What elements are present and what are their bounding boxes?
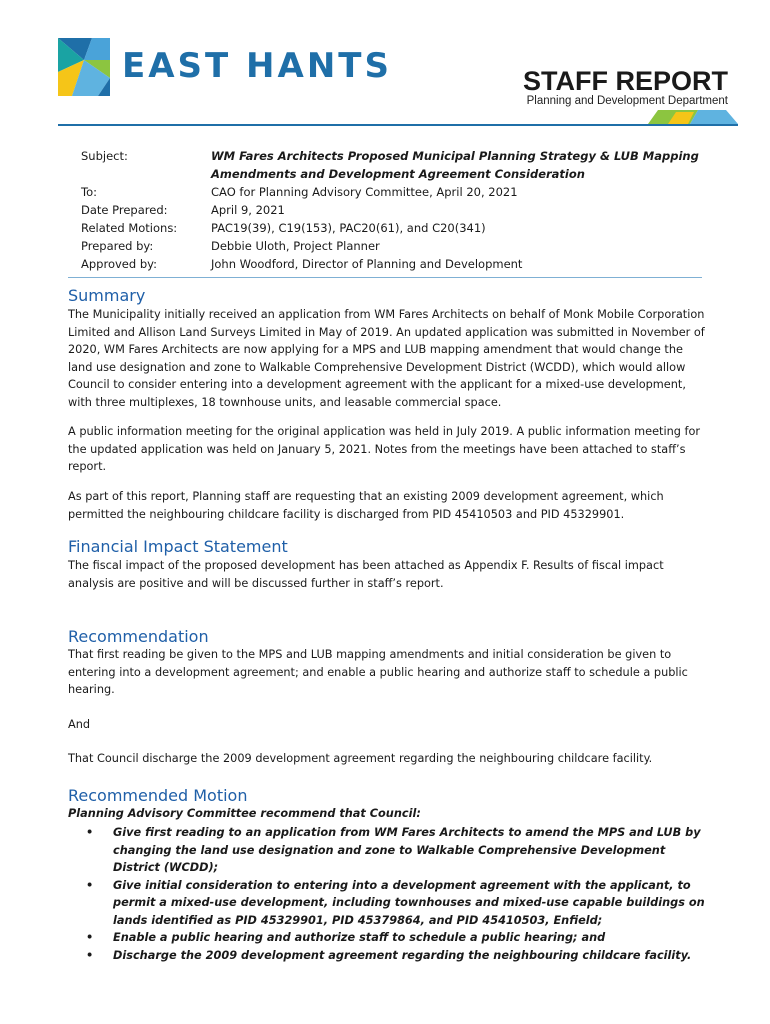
motion-heading: Recommended Motion [68,786,248,805]
meta-value: Debbie Uloth, Project Planner [211,239,380,253]
motion-item-text: Enable a public hearing and authorize staff to schedule a public hearing; and [113,931,606,944]
meta-key: Subject: [81,149,128,163]
header-color-band [58,108,738,126]
recommendation-heading: Recommendation [68,627,209,646]
list-item [86,947,708,965]
list-item [86,877,708,930]
meta-row-subject [81,147,721,183]
financial-paragraph: The fiscal impact of the proposed development has been attached as Appendix F. Results of fiscal impact analysis are positive and will be discussed further in staff’s report. [68,559,664,590]
meta-row-date-prepared [81,201,721,219]
report-title: STAFF REPORT [523,66,728,96]
bullet-icon: • [86,826,94,839]
summary-paragraph: The Municipality initially received an application from WM Fares Architects on behalf of Monk Mobile Corporation Limited and Allison Land Surveys Limited in May of 2019. An updated application was submitted in November of 2020, WM Fares Architects are now applying for a MPS and LUB mapping amendment that would change the land use designation and zone to Walkable Comprehensive Development District (WCDD), which would allow Council to consider entering into a development agreement with the applicant for a mixed-use development, with three multiplexes, 18 townhouse units, and leasable commercial space. [68,308,705,409]
meta-value: PAC19(39), C19(153), PAC20(61), and C20(341) [211,221,486,235]
meta-value: CAO for Planning Advisory Committee, April 20, 2021 [211,185,518,199]
summary-heading: Summary [68,286,146,305]
list-item [86,824,708,877]
meta-row-related-motions [81,219,721,237]
motion-intro: Planning Advisory Committee recommend that Council: [68,807,421,820]
section-divider [68,277,702,278]
list-item [86,929,708,947]
recommendation-paragraph: That Council discharge the 2009 development agreement regarding the neighbouring childcare facility. [68,752,653,765]
east-hants-logo-icon [58,38,110,96]
bullet-icon: • [86,931,94,944]
meta-value: WM Fares Architects Proposed Municipal Planning Strategy & LUB Mapping Amendments and Development Agreement Consideration [211,149,699,181]
department-label: Planning and Development Department [526,95,728,107]
motion-item-text: Give initial consideration to entering into a development agreement with the applicant, to permit a mixed-use development, including townhouses and mixed-use capable buildings on lands identified as PID 45329901, PID 45379864, and PID 45410503, Enfield; [113,878,705,927]
bullet-icon: • [86,878,94,892]
recommendation-paragraph: That first reading be given to the MPS and LUB mapping amendments and initial consideration be given to entering into a development agreement; and enable a public hearing and authorize staff to schedule a public hearing. [68,648,688,696]
motion-list [86,824,708,964]
motion-item-text: Discharge the 2009 development agreement regarding the neighbouring childcare facility. [113,948,692,962]
financial-heading: Financial Impact Statement [68,537,288,556]
meta-key: Related Motions: [81,221,178,235]
summary-paragraph: A public information meeting for the original application was held in July 2019. A public information meeting for the updated application was held on January 5, 2021. Notes from the meetings have been attached to staff’s report. [68,425,701,473]
meta-row-to [81,183,721,201]
meta-row-prepared-by [81,237,721,255]
meta-key: To: [81,185,97,199]
recommendation-paragraph: And [68,718,91,731]
report-meta [81,147,721,273]
meta-key: Approved by: [81,257,157,271]
motion-item-text: Give first reading to an application from WM Fares Architects to amend the MPS and LUB by changing the land use designation and zone to Walkable Comprehensive Development District (WCDD); [113,826,701,874]
bullet-icon: • [86,948,94,962]
summary-paragraph: As part of this report, Planning staff are requesting that an existing 2009 development agreement, which permitted the neighbouring childcare facility is discharged from PID 45410503 and PID 45329901. [68,490,664,521]
meta-key: Date Prepared: [81,203,168,217]
brand-name: EAST HANTS [122,46,392,86]
meta-key: Prepared by: [81,239,154,253]
meta-row-approved-by [81,255,721,273]
meta-value: April 9, 2021 [211,203,285,217]
meta-value: John Woodford, Director of Planning and Development [211,257,523,271]
